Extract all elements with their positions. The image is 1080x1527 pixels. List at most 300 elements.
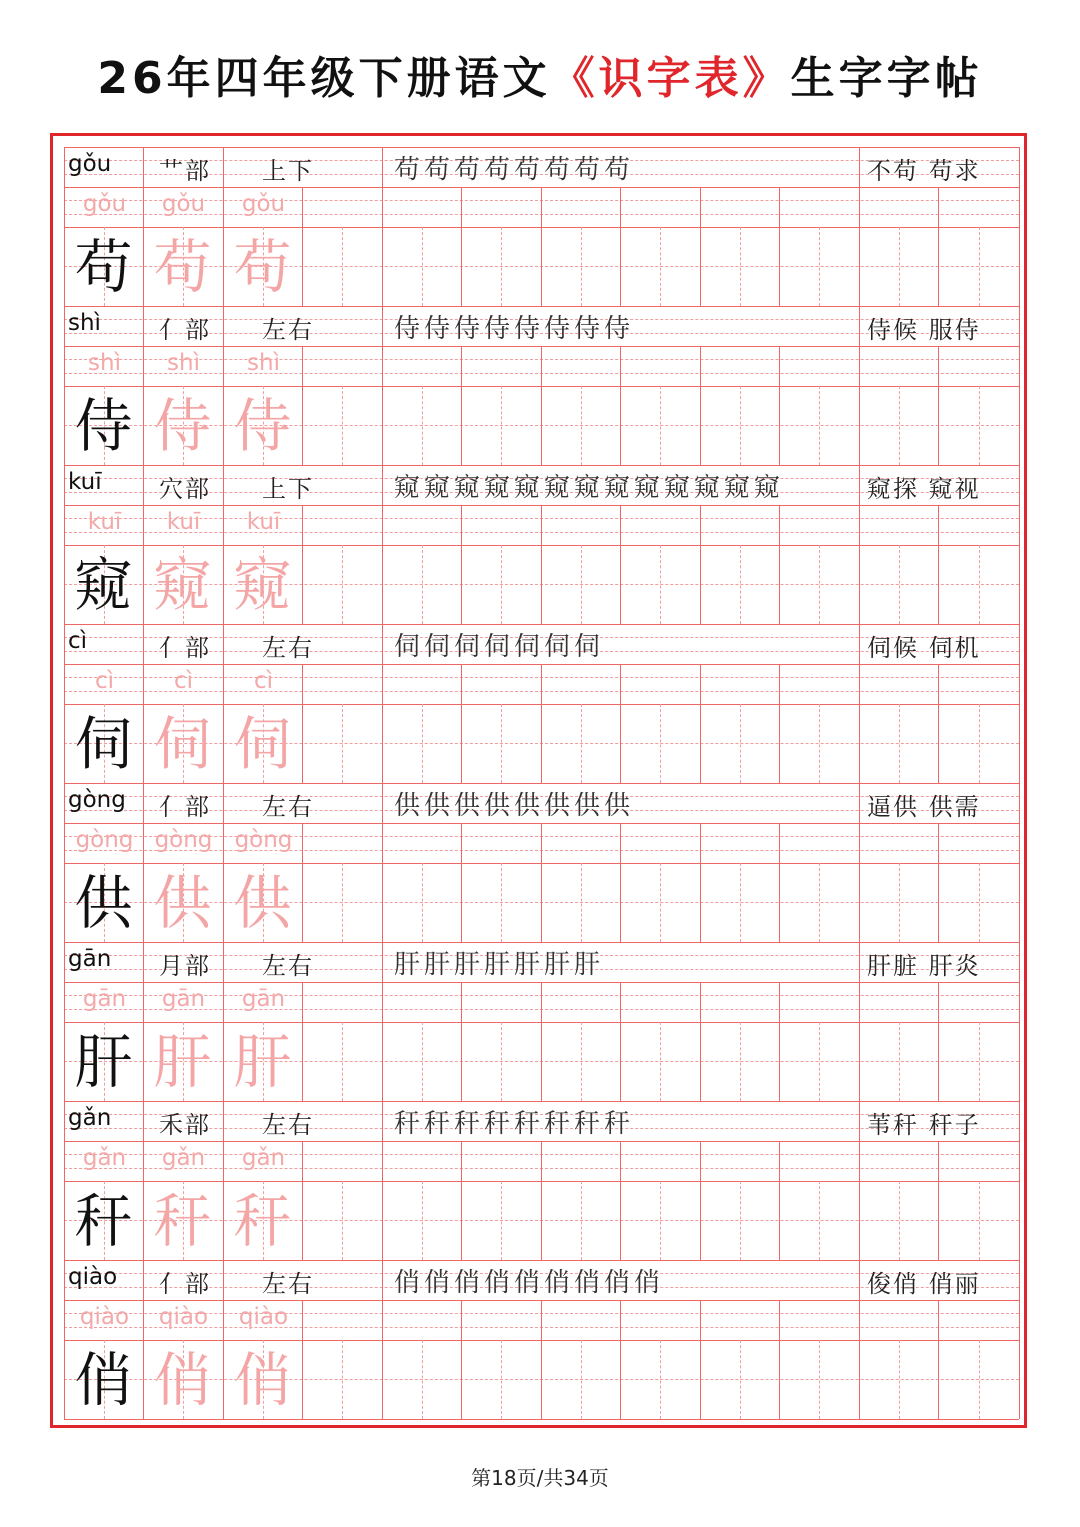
grid-guide-line	[501, 1340, 502, 1419]
grid-line	[302, 1141, 303, 1260]
grid-guide-line	[501, 1022, 502, 1101]
grid-line	[302, 823, 303, 942]
grid-guide-line	[819, 227, 820, 306]
grid-line	[620, 346, 621, 465]
grid-guide-line	[899, 1340, 900, 1419]
character-block	[64, 1260, 1019, 1419]
grid-guide-line	[342, 1340, 343, 1419]
grid-line	[541, 664, 542, 783]
grid-line	[938, 664, 939, 783]
pinyin-trace: gān	[82, 986, 127, 1012]
grid-guide-line	[581, 1181, 582, 1260]
grid-guide-line	[581, 1340, 582, 1419]
grid-guide-line	[660, 545, 661, 624]
practice-grid	[64, 147, 1019, 1420]
model-character: 侍	[74, 392, 133, 460]
grid-guide-line	[501, 863, 502, 942]
grid-guide-line	[660, 386, 661, 465]
character-block	[64, 147, 1019, 306]
grid-line	[382, 346, 383, 465]
grid-guide-line	[740, 1181, 741, 1260]
pinyin-trace: gòng	[154, 827, 213, 853]
grid-line	[382, 1260, 383, 1300]
grid-line	[1019, 823, 1020, 942]
grid-line	[779, 1141, 780, 1260]
pinyin-trace: shì	[247, 350, 280, 376]
grid-line	[461, 346, 462, 465]
grid-line	[143, 147, 144, 187]
page-title	[0, 42, 1080, 106]
grid-line	[382, 783, 383, 823]
grid-guide-line	[899, 863, 900, 942]
stroke-order: 苟苟苟苟苟苟苟苟	[394, 155, 635, 185]
structure-label: 左右	[262, 1111, 314, 1139]
grid-line	[223, 465, 224, 505]
grid-line	[64, 1260, 1019, 1261]
example-words: 窥探 窥视	[867, 475, 981, 503]
title-highlight: 《识字表》	[550, 53, 791, 104]
pinyin-trace: qiào	[158, 1304, 209, 1330]
grid-line	[859, 1141, 860, 1260]
grid-guide-line	[740, 227, 741, 306]
grid-line	[700, 505, 701, 624]
grid-guide-line	[342, 704, 343, 783]
grid-guide-line	[979, 545, 980, 624]
grid-guide-line	[422, 545, 423, 624]
grid-line	[779, 346, 780, 465]
grid-line	[620, 982, 621, 1101]
grid-guide-line	[501, 1181, 502, 1260]
grid-line	[382, 147, 383, 187]
grid-guide-line	[660, 1181, 661, 1260]
grid-line	[620, 664, 621, 783]
example-words: 肝脏 肝炎	[867, 952, 981, 980]
grid-line	[938, 346, 939, 465]
grid-line	[700, 187, 701, 306]
grid-line	[859, 942, 860, 982]
model-character: 俏	[74, 1346, 133, 1414]
grid-guide-line	[342, 1022, 343, 1101]
grid-line	[620, 1141, 621, 1260]
grid-line	[223, 306, 224, 346]
stroke-order: 窥窥窥窥窥窥窥窥窥窥窥窥窥	[394, 473, 785, 503]
grid-line	[779, 982, 780, 1101]
grid-line	[541, 823, 542, 942]
grid-guide-line	[979, 704, 980, 783]
grid-line	[302, 982, 303, 1101]
grid-line	[541, 187, 542, 306]
grid-line	[859, 823, 860, 942]
grid-guide-line	[819, 704, 820, 783]
grid-line	[64, 306, 65, 346]
model-character: 秆	[74, 1187, 133, 1255]
grid-line	[541, 982, 542, 1101]
stroke-order: 供供供供供供供供	[394, 791, 635, 821]
grid-line	[64, 1101, 1019, 1102]
grid-line	[382, 942, 383, 982]
grid-line	[382, 1300, 383, 1419]
grid-line	[382, 465, 383, 505]
structure-label: 左右	[262, 952, 314, 980]
grid-line	[1019, 1300, 1020, 1419]
grid-line	[302, 346, 303, 465]
grid-line	[1019, 783, 1020, 823]
grid-guide-line	[979, 863, 980, 942]
grid-line	[64, 942, 65, 982]
grid-line	[64, 147, 1019, 148]
grid-line	[461, 187, 462, 306]
grid-line	[461, 505, 462, 624]
grid-line	[779, 505, 780, 624]
grid-guide-line	[740, 704, 741, 783]
grid-line	[382, 982, 383, 1101]
radical-label: 穴部	[159, 475, 211, 503]
grid-guide-line	[342, 386, 343, 465]
grid-line	[700, 982, 701, 1101]
pinyin-trace: gǎn	[161, 1145, 206, 1171]
grid-line	[223, 147, 224, 187]
grid-guide-line	[660, 863, 661, 942]
grid-guide-line	[422, 227, 423, 306]
grid-line	[302, 505, 303, 624]
grid-guide-line	[979, 386, 980, 465]
grid-line	[143, 783, 144, 823]
grid-guide-line	[899, 545, 900, 624]
grid-line	[541, 1300, 542, 1419]
grid-guide-line	[501, 386, 502, 465]
model-character: 伺	[74, 710, 133, 778]
grid-line	[302, 187, 303, 306]
stroke-order: 秆秆秆秆秆秆秆秆	[394, 1109, 635, 1139]
grid-line	[143, 306, 144, 346]
grid-line	[700, 346, 701, 465]
grid-line	[382, 664, 383, 783]
radical-label: 亻部	[159, 634, 211, 662]
character-block	[64, 306, 1019, 465]
grid-line	[64, 465, 1019, 466]
grid-line	[223, 624, 224, 664]
grid-line	[382, 1141, 383, 1260]
pinyin-label: qiào	[68, 1264, 118, 1290]
grid-guide-line	[422, 704, 423, 783]
grid-line	[859, 1101, 860, 1141]
grid-line	[938, 187, 939, 306]
character-block	[64, 465, 1019, 624]
grid-line	[779, 823, 780, 942]
grid-line	[64, 942, 1019, 943]
grid-line	[938, 982, 939, 1101]
grid-guide-line	[740, 1022, 741, 1101]
example-words: 侍候 服侍	[867, 316, 981, 344]
grid-line	[461, 823, 462, 942]
trace-character: 供	[153, 869, 212, 937]
structure-label: 上下	[262, 157, 314, 185]
grid-line	[1019, 306, 1020, 346]
pinyin-label: gòng	[68, 787, 126, 813]
grid-guide-line	[342, 1181, 343, 1260]
grid-guide-line	[899, 227, 900, 306]
radical-label: 亻部	[159, 316, 211, 344]
grid-guide-line	[819, 863, 820, 942]
grid-line	[382, 823, 383, 942]
grid-line	[143, 465, 144, 505]
radical-label: 月部	[159, 952, 211, 980]
grid-guide-line	[740, 1340, 741, 1419]
grid-guide-line	[819, 545, 820, 624]
grid-guide-line	[581, 863, 582, 942]
grid-line	[779, 1300, 780, 1419]
trace-character: 苟	[153, 233, 212, 301]
trace-character: 伺	[153, 710, 212, 778]
grid-line	[779, 187, 780, 306]
structure-label: 左右	[262, 634, 314, 662]
grid-guide-line	[740, 386, 741, 465]
grid-line	[143, 1101, 144, 1141]
grid-line	[302, 1300, 303, 1419]
pinyin-label: gǒu	[68, 151, 112, 177]
grid-line	[223, 942, 224, 982]
grid-line	[1019, 147, 1020, 187]
model-character: 肝	[74, 1028, 133, 1096]
grid-line	[859, 624, 860, 664]
grid-guide-line	[979, 1340, 980, 1419]
trace-character: 肝	[233, 1028, 292, 1096]
grid-line	[64, 465, 65, 505]
grid-line	[1019, 624, 1020, 664]
grid-guide-line	[819, 1340, 820, 1419]
grid-line	[223, 1260, 224, 1300]
grid-guide-line	[979, 227, 980, 306]
grid-line	[1019, 1260, 1020, 1300]
grid-guide-line	[422, 1022, 423, 1101]
grid-line	[382, 306, 383, 346]
grid-line	[302, 664, 303, 783]
grid-line	[859, 664, 860, 783]
trace-character: 供	[233, 869, 292, 937]
grid-guide-line	[342, 863, 343, 942]
trace-character: 窥	[153, 551, 212, 619]
pinyin-trace: gǎn	[241, 1145, 286, 1171]
trace-character: 伺	[233, 710, 292, 778]
pinyin-trace: kuī	[246, 509, 281, 535]
grid-line	[859, 346, 860, 465]
grid-guide-line	[501, 545, 502, 624]
stroke-order: 伺伺伺伺伺伺伺	[394, 632, 605, 662]
grid-guide-line	[979, 1022, 980, 1101]
pinyin-label: shì	[68, 310, 101, 336]
grid-line	[64, 1419, 1019, 1420]
grid-line	[1019, 1101, 1020, 1141]
grid-line	[1019, 1141, 1020, 1260]
grid-line	[64, 624, 65, 664]
stroke-order: 侍侍侍侍侍侍侍侍	[394, 314, 635, 344]
grid-line	[541, 346, 542, 465]
model-character: 苟	[74, 233, 133, 301]
grid-line	[64, 147, 65, 187]
model-character: 供	[74, 869, 133, 937]
grid-guide-line	[581, 704, 582, 783]
grid-guide-line	[740, 545, 741, 624]
pinyin-trace: gān	[161, 986, 206, 1012]
grid-line	[620, 187, 621, 306]
pinyin-trace: qiào	[79, 1304, 130, 1330]
pinyin-trace: kuī	[87, 509, 122, 535]
structure-label: 上下	[262, 475, 314, 503]
trace-character: 俏	[233, 1346, 292, 1414]
trace-character: 窥	[233, 551, 292, 619]
grid-line	[64, 783, 65, 823]
trace-character: 侍	[153, 392, 212, 460]
grid-line	[938, 1300, 939, 1419]
grid-guide-line	[660, 1340, 661, 1419]
grid-guide-line	[819, 1181, 820, 1260]
grid-line	[938, 1141, 939, 1260]
pinyin-trace: gǒu	[241, 191, 286, 217]
pinyin-trace: shì	[88, 350, 121, 376]
grid-line	[64, 624, 1019, 625]
grid-guide-line	[899, 386, 900, 465]
grid-guide-line	[581, 545, 582, 624]
grid-line	[143, 1260, 144, 1300]
example-words: 苇秆 秆子	[867, 1111, 981, 1139]
pinyin-trace: cì	[94, 668, 115, 694]
structure-label: 左右	[262, 793, 314, 821]
pinyin-trace: cì	[253, 668, 274, 694]
grid-line	[143, 624, 144, 664]
trace-character: 肝	[153, 1028, 212, 1096]
radical-label: 亻部	[159, 793, 211, 821]
trace-character: 秆	[153, 1187, 212, 1255]
grid-line	[1019, 942, 1020, 982]
grid-guide-line	[819, 1022, 820, 1101]
example-words: 伺候 伺机	[867, 634, 981, 662]
structure-label: 左右	[262, 316, 314, 344]
pinyin-trace: shì	[167, 350, 200, 376]
grid-line	[382, 624, 383, 664]
grid-line	[1019, 346, 1020, 465]
grid-line	[1019, 505, 1020, 624]
grid-guide-line	[819, 386, 820, 465]
pinyin-trace: kuī	[166, 509, 201, 535]
grid-line	[541, 505, 542, 624]
character-block	[64, 624, 1019, 783]
page-number: 第18页/共34页	[471, 1466, 609, 1490]
grid-guide-line	[581, 386, 582, 465]
pinyin-label: cì	[68, 628, 88, 654]
pinyin-trace: gòng	[234, 827, 293, 853]
pinyin-label: gān	[68, 946, 112, 972]
grid-line	[1019, 465, 1020, 505]
grid-guide-line	[660, 704, 661, 783]
grid-line	[859, 1260, 860, 1300]
grid-guide-line	[342, 545, 343, 624]
grid-line	[382, 1101, 383, 1141]
grid-guide-line	[660, 1022, 661, 1101]
grid-guide-line	[899, 1181, 900, 1260]
pinyin-trace: gòng	[75, 827, 134, 853]
grid-line	[938, 505, 939, 624]
grid-line	[223, 783, 224, 823]
grid-guide-line	[422, 1181, 423, 1260]
grid-line	[64, 1260, 65, 1300]
pinyin-trace: gǒu	[82, 191, 127, 217]
grid-line	[1019, 664, 1020, 783]
grid-line	[541, 1141, 542, 1260]
radical-label: 艹部	[159, 157, 211, 185]
trace-character: 侍	[233, 392, 292, 460]
pinyin-label: kuī	[68, 469, 102, 495]
grid-line	[700, 1300, 701, 1419]
grid-guide-line	[501, 227, 502, 306]
grid-guide-line	[501, 704, 502, 783]
grid-guide-line	[979, 1181, 980, 1260]
grid-guide-line	[740, 863, 741, 942]
character-block	[64, 1101, 1019, 1260]
example-words: 不苟 苟求	[867, 157, 981, 185]
grid-line	[143, 942, 144, 982]
character-block	[64, 783, 1019, 942]
grid-line	[938, 823, 939, 942]
grid-guide-line	[422, 1340, 423, 1419]
grid-line	[620, 1300, 621, 1419]
grid-guide-line	[422, 386, 423, 465]
grid-line	[859, 505, 860, 624]
grid-line	[64, 1101, 65, 1141]
grid-line	[620, 823, 621, 942]
stroke-order: 肝肝肝肝肝肝肝	[394, 950, 605, 980]
grid-guide-line	[342, 227, 343, 306]
structure-label: 左右	[262, 1270, 314, 1298]
grid-line	[1019, 187, 1020, 306]
grid-line	[223, 1101, 224, 1141]
grid-line	[461, 664, 462, 783]
character-block	[64, 942, 1019, 1101]
grid-guide-line	[899, 704, 900, 783]
example-words: 俊俏 俏丽	[867, 1270, 981, 1298]
grid-line	[382, 187, 383, 306]
grid-line	[64, 306, 1019, 307]
trace-character: 苟	[233, 233, 292, 301]
trace-character: 俏	[153, 1346, 212, 1414]
radical-label: 亻部	[159, 1270, 211, 1298]
radical-label: 禾部	[159, 1111, 211, 1139]
stroke-order: 俏俏俏俏俏俏俏俏俏	[394, 1268, 665, 1298]
grid-line	[700, 823, 701, 942]
grid-line	[859, 783, 860, 823]
grid-line	[620, 505, 621, 624]
model-character: 窥	[74, 551, 133, 619]
grid-line	[779, 664, 780, 783]
grid-guide-line	[422, 863, 423, 942]
grid-line	[382, 505, 383, 624]
grid-line	[859, 1300, 860, 1419]
grid-line	[859, 147, 860, 187]
grid-line	[859, 465, 860, 505]
example-words: 逼供 供需	[867, 793, 981, 821]
grid-line	[461, 1300, 462, 1419]
trace-character: 秆	[233, 1187, 292, 1255]
title-prefix: 26年四年级下册语文	[97, 53, 551, 104]
title-suffix: 生字字帖	[790, 53, 983, 104]
grid-line	[461, 1141, 462, 1260]
grid-line	[461, 982, 462, 1101]
grid-guide-line	[581, 1022, 582, 1101]
pinyin-trace: cì	[173, 668, 194, 694]
grid-guide-line	[660, 227, 661, 306]
pinyin-label: gǎn	[68, 1105, 112, 1131]
grid-guide-line	[899, 1022, 900, 1101]
grid-line	[859, 187, 860, 306]
